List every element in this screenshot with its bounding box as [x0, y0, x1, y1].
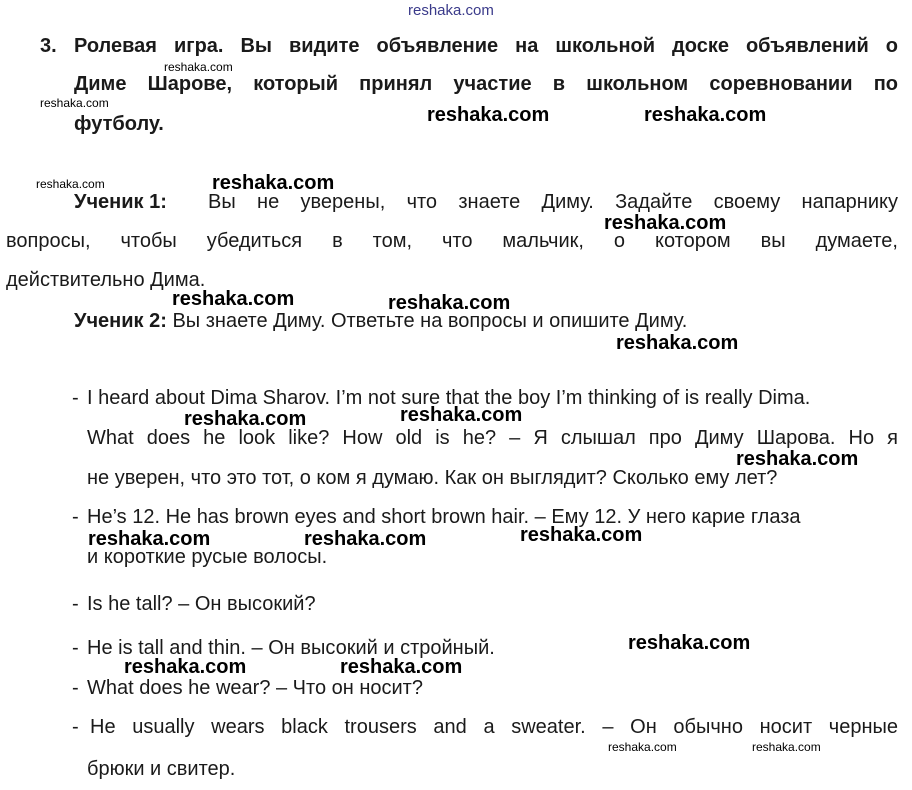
dialogue-1-line-3: не уверен, что это тот, о ком я думаю. Как он выглядит? Сколько ему лет? — [87, 467, 778, 489]
watermark: reshaka.com — [212, 172, 335, 194]
watermark: reshaka.com — [36, 177, 105, 191]
dialogue-1-line-2: What does he look like? How old is he? – Я слышал про Диму Шарова. Но я — [87, 427, 898, 449]
watermark: reshaka.com — [304, 528, 427, 550]
dialogue-4: He is tall and thin. – Он высокий и стройный. — [87, 637, 495, 659]
watermark: reshaka.com — [628, 632, 751, 654]
bullet-1: - — [72, 387, 79, 409]
watermark: reshaka.com — [520, 524, 643, 546]
watermark: reshaka.com — [164, 60, 233, 74]
bullet-2: - — [72, 506, 79, 528]
task-line-3: футболу. — [74, 113, 164, 135]
watermark: reshaka.com — [644, 104, 767, 126]
dialogue-6-line-2: брюки и свитер. — [87, 758, 236, 780]
watermark: reshaka.com — [736, 448, 859, 470]
watermark: reshaka.com — [427, 104, 550, 126]
watermark: reshaka.com — [40, 96, 109, 110]
task-line-1: Ролевая игра. Вы видите объявление на школьной доске объявлений о — [74, 35, 898, 57]
dialogue-1-line-1: I heard about Dima Sharov. I’m not sure that the boy I’m thinking of is really Dima. — [87, 387, 811, 409]
student1-label: Ученик 1: — [74, 191, 167, 213]
watermark: reshaka.com — [400, 404, 523, 426]
top-watermark: reshaka.com — [408, 2, 494, 19]
watermark: reshaka.com — [172, 288, 295, 310]
student1-text-1: Вы не уверены, что знаете Диму. Задайте своему напарнику — [208, 191, 898, 213]
student2-text: Вы знаете Диму. Ответьте на вопросы и опишите Диму. — [172, 310, 688, 332]
watermark: reshaka.com — [388, 292, 511, 314]
watermark: reshaka.com — [124, 656, 247, 678]
bullet-3: - — [72, 593, 79, 615]
watermark: reshaka.com — [752, 740, 821, 754]
student1-line-1 — [74, 190, 898, 214]
watermark: reshaka.com — [184, 408, 307, 430]
dialogue-3: Is he tall? – Он высокий? — [87, 593, 316, 615]
student1-line-3: действительно Дима. — [6, 269, 206, 291]
watermark: reshaka.com — [616, 332, 739, 354]
bullet-6: - — [72, 716, 79, 738]
task-number: 3. — [40, 35, 57, 57]
watermark: reshaka.com — [340, 656, 463, 678]
bullet-5: - — [72, 677, 79, 699]
dialogue-2-line-1: He’s 12. He has brown eyes and short brown hair. – Ему 12. У него карие глаза — [87, 506, 801, 528]
bullet-4: - — [72, 637, 79, 659]
dialogue-6-line-1: He usually wears black trousers and a sweater. – Он обычно носит черные — [90, 716, 898, 738]
student2-label: Ученик 2: — [74, 310, 167, 332]
dialogue-5: What does he wear? – Что он носит? — [87, 677, 423, 699]
watermark: reshaka.com — [608, 740, 677, 754]
watermark: reshaka.com — [88, 528, 211, 550]
student2-line — [74, 309, 687, 333]
dialogue-2-line-2: и короткие русые волосы. — [87, 546, 328, 568]
watermark: reshaka.com — [604, 212, 727, 234]
task-line-2: Диме Шарове, который принял участие в школьном соревновании по — [74, 73, 898, 95]
student1-line-2: вопросы, чтобы убедиться в том, что мальчик, о котором вы думаете, — [6, 230, 898, 252]
